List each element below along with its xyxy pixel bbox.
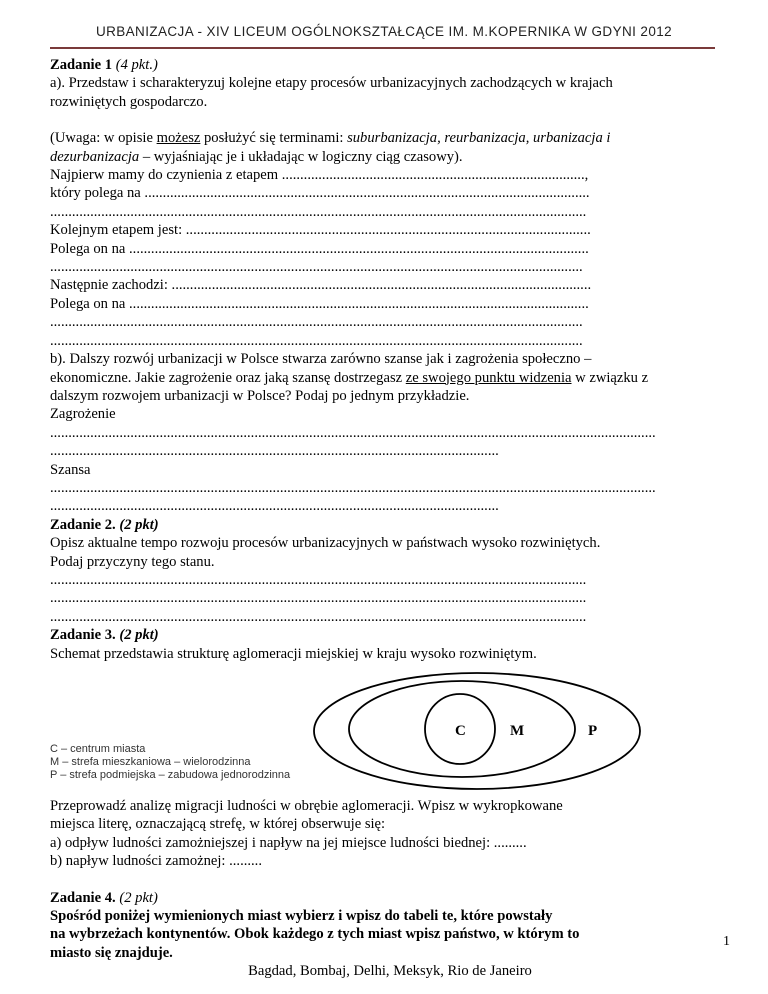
note-terms: suburbanizacja, reurbanizacja, urbanizacja i	[347, 130, 611, 147]
city-list: Bagdad, Bombaj, Delhi, Meksyk, Rio de Janeiro	[248, 963, 532, 980]
diagram-legend	[50, 743, 290, 782]
task1a-line1: a). Przedstaw i scharakteryzuj kolejne etapy procesów urbanizacyjnych zachodzących w krajach	[50, 75, 613, 92]
task3-a[interactable]: a) odpływ ludności zamożniejszej i napływ na jej miejsce ludności biednej: .........	[50, 834, 527, 851]
task1b-line1: b). Dalszy rozwój urbanizacji w Polsce stwarza zarówno szanse jak i zagrożenia społeczno –	[50, 351, 592, 368]
task1b-line3: dalszym rozwojem urbanizacji w Polsce? Podaj po jednym przykładzie.	[50, 387, 470, 404]
document-body	[50, 56, 730, 981]
page-header: URBANIZACJA - XIV LICEUM OGÓLNOKSZTAŁCĄCE IM. M.KOPERNIKA W GDYNI 2012	[95, 24, 673, 39]
answer-line[interactable]: ..................................................................................................................................................	[50, 259, 583, 276]
task2-title: Zadanie 2.	[50, 516, 116, 533]
answer-line[interactable]: ...........................................................................................................................	[50, 498, 499, 515]
task3-line1: Schemat przedstawia strukturę aglomeracji miejskiej w kraju wysoko rozwiniętym.	[50, 645, 537, 662]
task1a-line2: rozwiniętych gospodarczo.	[50, 93, 208, 110]
task4-line2: na wybrzeżach kontynentów. Obok każdego z tych miast wpisz państwo, w którym to	[50, 926, 580, 943]
zone-c-label: C	[455, 723, 466, 739]
task1-points: (4 pkt.)	[115, 57, 158, 73]
task1-note-line1: (Uwaga: w opisie możesz posłużyć się terminami: suburbanizacja, reurbanizacja, urbanizacja i	[50, 130, 611, 147]
task1-note-line2: dezurbanizacja – wyjaśniając je i układając w logiczny ciąg czasowy).	[50, 148, 463, 165]
task1b-line2: ekonomiczne. Jakie zagrożenie oraz jaką szansę dostrzegasz ze swojego punktu widzenia w związku z	[50, 369, 649, 386]
task4-title: Zadanie 4.	[50, 889, 116, 906]
task4-heading	[50, 889, 730, 907]
task4-points: (2 pkt)	[119, 889, 158, 906]
task1-title: Zadanie 1	[50, 57, 113, 73]
answer-line[interactable]: który polega na ..........................................................................................................................	[50, 185, 590, 202]
page-number: 1	[723, 934, 730, 949]
legend-item: C – centrum miasta	[50, 743, 146, 755]
task1-heading	[50, 56, 730, 74]
answer-line[interactable]: ...................................................................................................................................................	[50, 608, 587, 625]
answer-line[interactable]: ...................................................................................................................................................	[50, 590, 587, 607]
answer-line[interactable]: ......................................................................................................................................................................	[50, 424, 656, 441]
task3-title: Zadanie 3.	[50, 627, 116, 644]
note-emphasis: możesz	[156, 130, 201, 147]
answer-line[interactable]: ...................................................................................................................................................	[50, 203, 587, 220]
task3-points: (2 pkt)	[119, 627, 159, 644]
task3-heading	[50, 626, 730, 644]
note-term-dezurbanizacja: dezurbanizacja	[50, 148, 140, 165]
chance-label: Szansa	[50, 461, 91, 478]
header-divider	[50, 47, 715, 49]
answer-line[interactable]: Polega on na ..............................................................................................................................	[50, 295, 589, 312]
zone-ellipses	[312, 671, 642, 791]
answer-line[interactable]: Polega on na ..............................................................................................................................	[50, 240, 589, 257]
task2-line1: Opisz aktualne tempo rozwoju procesów urbanizacyjnych w państwach wysoko rozwiniętych.	[50, 535, 601, 552]
answer-line[interactable]: ...........................................................................................................................	[50, 443, 499, 460]
task3-after2: miejsca literę, oznaczającą strefę, w której obserwuje się:	[50, 816, 386, 833]
threat-label: Zagrożenie	[50, 406, 116, 423]
task2-heading	[50, 516, 730, 534]
answer-line[interactable]: ...................................................................................................................................................	[50, 571, 587, 588]
zone-p-label: P	[588, 723, 598, 739]
answer-line[interactable]: Następnie zachodzi: ...................................................................................................................	[50, 277, 592, 294]
task4-line1: Spośród poniżej wymienionych miast wybierz i wpisz do tabeli te, które powstały	[50, 908, 553, 925]
task3-after1: Przeprowadź analizę migracji ludności w obrębie aglomeracji. Wpisz w wykropkowane	[50, 798, 563, 814]
agglomeration-diagram	[50, 671, 730, 797]
task4-line3: miasto się znajduje.	[50, 944, 173, 961]
legend-item: M – strefa mieszkaniowa – wielorodzinna	[50, 756, 251, 768]
answer-line[interactable]: Najpierw mamy do czynienia z etapem ...................................................................................,	[50, 167, 589, 184]
task2-points: (2 pkt)	[119, 516, 159, 533]
task2-line2: Podaj przyczyny tego stanu.	[50, 553, 215, 570]
answer-line[interactable]: ..................................................................................................................................................	[50, 314, 583, 331]
legend-item: P – strefa podmiejska – zabudowa jednorodzinna	[50, 769, 291, 781]
task3-b[interactable]: b) napływ ludności zamożnej: .........	[50, 853, 262, 870]
underlined-phrase: ze swojego punktu widzenia	[405, 369, 572, 386]
answer-line[interactable]: ..................................................................................................................................................	[50, 332, 583, 349]
answer-line[interactable]: Kolejnym etapem jest: ...............................................................................................................	[50, 222, 591, 239]
zone-m-label: M	[510, 723, 525, 739]
answer-line[interactable]: ......................................................................................................................................................................	[50, 479, 656, 496]
